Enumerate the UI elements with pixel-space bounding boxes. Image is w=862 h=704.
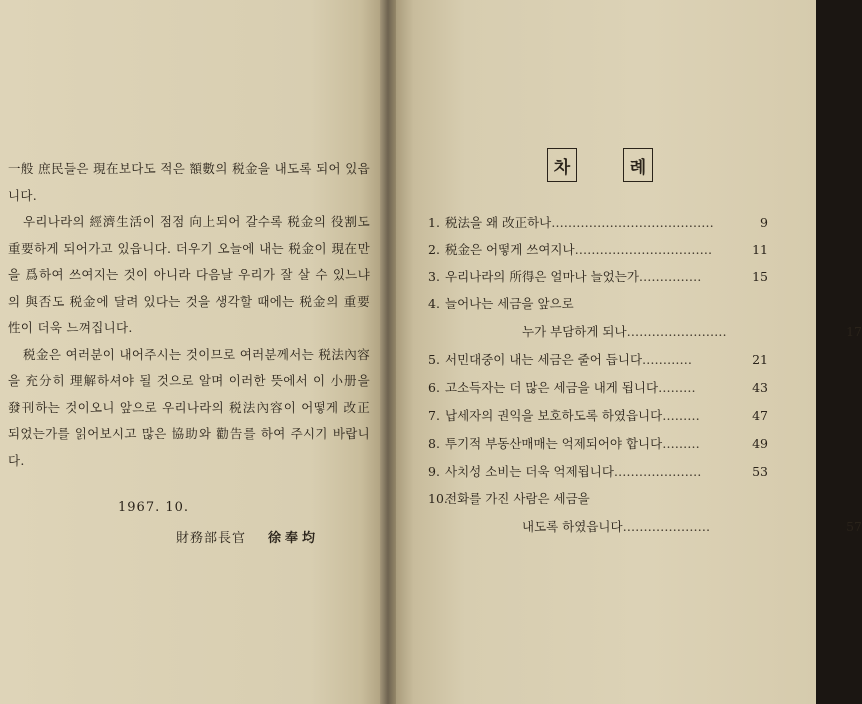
toc-entry-number: 7. — [428, 408, 440, 423]
signer-title: 財務部長官 — [176, 531, 247, 546]
toc-entry-page: 47 — [752, 408, 768, 423]
toc-entry-title: 내도록 하였읍니다 — [522, 519, 623, 534]
toc-entry-number: 3. — [428, 269, 440, 284]
toc-entry — [428, 267, 768, 287]
toc-entry-page: 43 — [752, 380, 768, 395]
toc-entry-number: 5. — [428, 352, 440, 367]
toc-title-char-2: 례 — [623, 148, 653, 182]
toc-entry — [428, 378, 768, 398]
preface-paragraph-1: 一般 庶民들은 現在보다도 적은 額數의 税金을 내도록 되어 있읍니다. — [8, 161, 370, 203]
toc-entry-leader: ……… — [662, 408, 700, 423]
toc-entry-title: 전화를 가진 사람은 세금을 — [445, 491, 590, 506]
toc-entry — [428, 434, 768, 454]
toc-entry-title: 우리나라의 所得은 얼마나 늘었는가 — [445, 269, 639, 284]
preface-signature — [176, 527, 319, 546]
toc-entry-page: 11 — [752, 242, 768, 257]
toc-entry-leader: ………… — [642, 352, 693, 367]
toc-entry-page: 49 — [752, 436, 768, 451]
toc-entry-title: 늘어나는 세금을 앞으로 — [445, 296, 574, 311]
toc-entry-leader: …………………… — [626, 324, 727, 339]
toc-entry-leader: ……… — [662, 436, 700, 451]
toc-entry — [428, 406, 768, 426]
toc-entry — [428, 294, 768, 314]
toc-entry-title: 고소득자는 더 많은 세금을 내게 됩니다 — [445, 380, 659, 395]
toc-entry — [428, 213, 768, 233]
toc-entry-page: 57 — [846, 519, 862, 534]
toc-entry — [428, 489, 768, 509]
toc-entry-number: 8. — [428, 436, 440, 451]
toc-entry — [428, 517, 862, 537]
toc-entry-leader: ………………………………… — [551, 215, 714, 230]
toc-entry-number: 9. — [428, 464, 440, 479]
toc-entry-title: 税法을 왜 改正하나 — [445, 215, 552, 230]
book-gutter — [380, 0, 396, 704]
toc-entry-page: 15 — [752, 269, 768, 284]
preface-paragraph-3: 税金은 여러분이 내어주시는 것이므로 여러분께서는 税法內容을 充分히 理解하셔야 될 것으로 알며 이러한 뜻에서 이 小册을 發刊하는 것이오니 앞으로 우리나라의 税法內容이 어떻게 改正되었는가를 읽어보시고 많은 協助와 勸告를 하여 주시기 바랍니다. — [8, 346, 370, 468]
toc-entry-number: 4. — [428, 296, 440, 311]
toc-entry-number: 2. — [428, 242, 440, 257]
toc-title-char-1: 차 — [547, 148, 577, 182]
toc-entry-title: 税金은 어떻게 쓰여지나 — [445, 242, 575, 257]
toc-entry-page: 9 — [760, 215, 768, 230]
toc-entry-title: 사치성 소비는 더욱 억제됩니다 — [445, 464, 614, 479]
toc-entry-leader: …………… — [638, 269, 702, 284]
toc-entry-number: 6. — [428, 380, 440, 395]
toc-entry-number: 1. — [428, 215, 440, 230]
toc-entry-page: 21 — [752, 352, 768, 367]
toc-entry-title: 납세자의 권익을 보호하도록 하였읍니다 — [445, 408, 663, 423]
toc-entry-leader: ……… — [658, 380, 696, 395]
toc-entry — [428, 350, 768, 370]
preface-paragraph-2: 우리나라의 經濟生活이 점점 向上되어 갈수록 税金의 役割도 重要하게 되어가고 있읍니다. 더우기 오늘에 내는 税金이 現在만을 爲하여 쓰여지는 것이 아니라 다음날 우리가 잘 살 수 있느냐의 與否도 税金에 달려 있다는 것을 생각할 때에는 税金의 重要性이 더욱 느껴집니다. — [8, 214, 370, 335]
toc-title — [547, 148, 653, 182]
toc-entry-title: 투기적 부동산매매는 억제되어야 합니다 — [445, 436, 663, 451]
toc-entry-leader: ………………… — [613, 464, 702, 479]
signer-name: 徐奉均 — [268, 531, 320, 546]
toc-entry-title: 서민대중이 내는 세금은 줄어 듭니다 — [445, 352, 643, 367]
toc-entry-page: 17 — [846, 324, 862, 339]
toc-entry-leader: …………………………… — [574, 242, 713, 257]
toc-entry-title: 누가 부담하게 되나 — [522, 324, 627, 339]
toc-entry-page: 53 — [752, 464, 768, 479]
toc-entry — [428, 462, 768, 482]
toc-entry — [428, 240, 768, 260]
preface-date: 1967. 10. — [118, 500, 190, 515]
preface-text — [8, 156, 370, 474]
toc-entry-leader: ………………… — [622, 519, 711, 534]
toc-entry — [428, 322, 862, 342]
toc-entry-number: 10. — [428, 491, 448, 506]
